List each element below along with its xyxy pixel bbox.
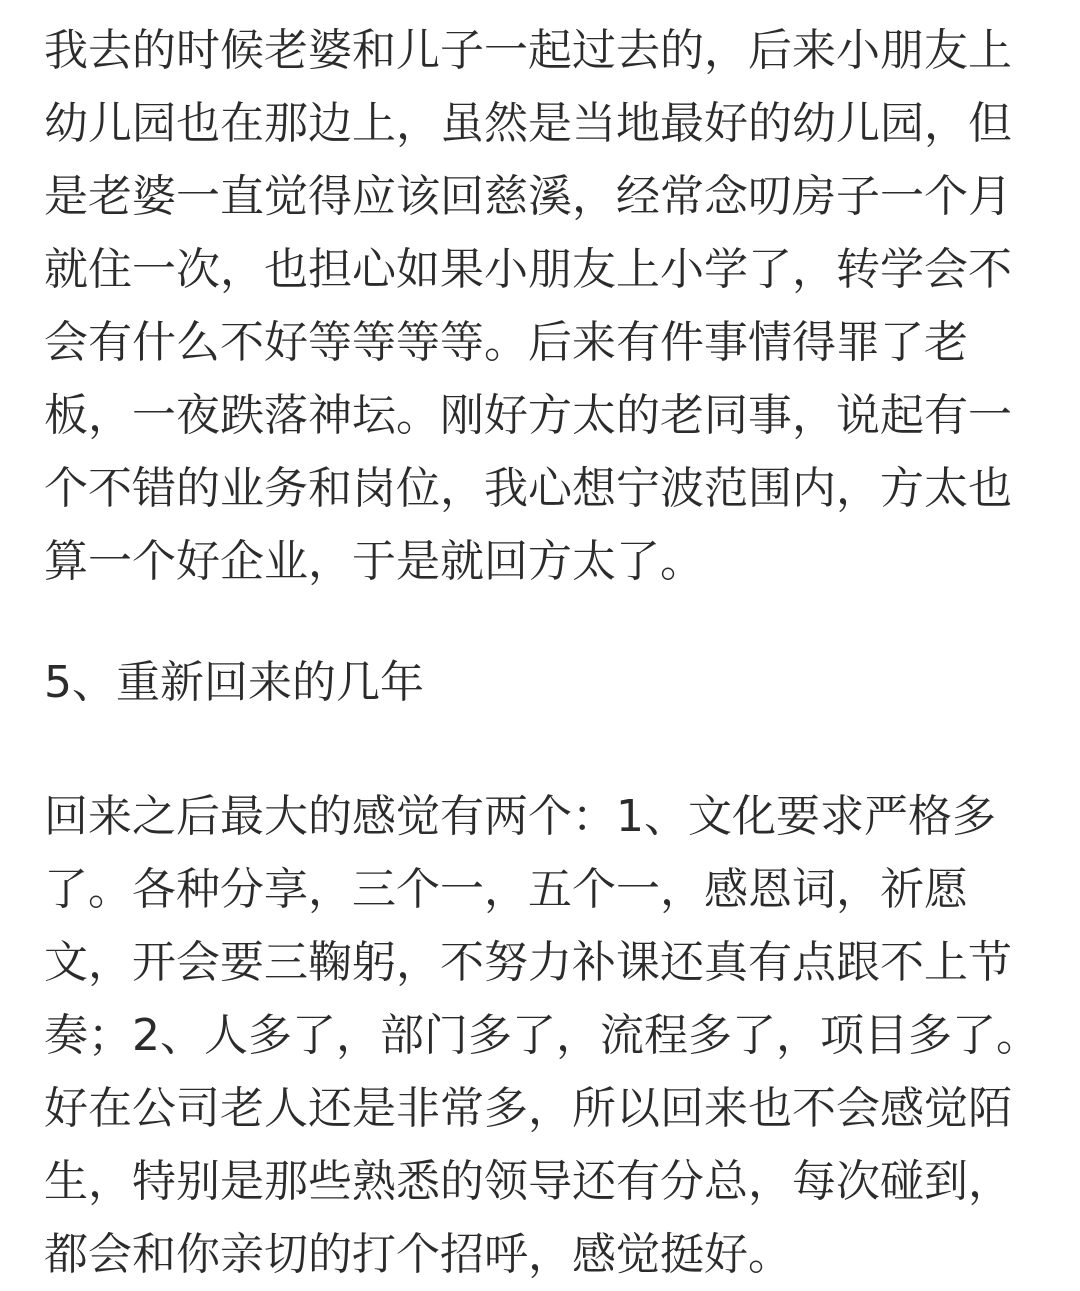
text-line: 就住一次，也担心如果小朋友上小学了，转学会不 <box>44 244 1012 295</box>
text-line: 是老婆一直觉得应该回慈溪，经常念叨房子一个月 <box>44 171 1012 222</box>
text-line: 幼儿园也在那边上，虽然是当地最好的幼儿园，但 <box>44 98 1012 149</box>
paragraph-return-story <box>44 14 1012 598</box>
text-line: 好在公司老人还是非常多，所以回来也不会感觉陌 <box>44 1083 1012 1134</box>
text-line: 板，一夜跌落神坛。刚好方太的老同事，说起有一 <box>44 390 1012 441</box>
text-line: 我去的时候老婆和儿子一起过去的，后来小朋友上 <box>44 25 1012 76</box>
text-line: 算一个好企业，于是就回方太了。 <box>44 536 704 587</box>
text-line: 了。各种分享，三个一，五个一，感恩词，祈愿 <box>44 864 968 915</box>
text-line: 奏；2、人多了，部门多了，流程多了，项目多了。 <box>44 1010 1040 1061</box>
text-line: 个不错的业务和岗位，我心想宁波范围内，方太也 <box>44 463 1012 514</box>
text-line: 都会和你亲切的打个招呼，感觉挺好。 <box>44 1229 792 1280</box>
paragraph-feelings <box>44 780 1040 1291</box>
section-heading <box>44 646 424 719</box>
text-line: 文，开会要三鞠躬，不努力补课还真有点跟不上节 <box>44 937 1012 988</box>
text-line: 生，特别是那些熟悉的领导还有分总，每次碰到， <box>44 1156 1012 1207</box>
section-heading-text: 5、重新回来的几年 <box>44 657 424 708</box>
text-line: 会有什么不好等等等等。后来有件事情得罪了老 <box>44 317 968 368</box>
text-line: 回来之后最大的感觉有两个：1、文化要求严格多 <box>44 791 996 842</box>
